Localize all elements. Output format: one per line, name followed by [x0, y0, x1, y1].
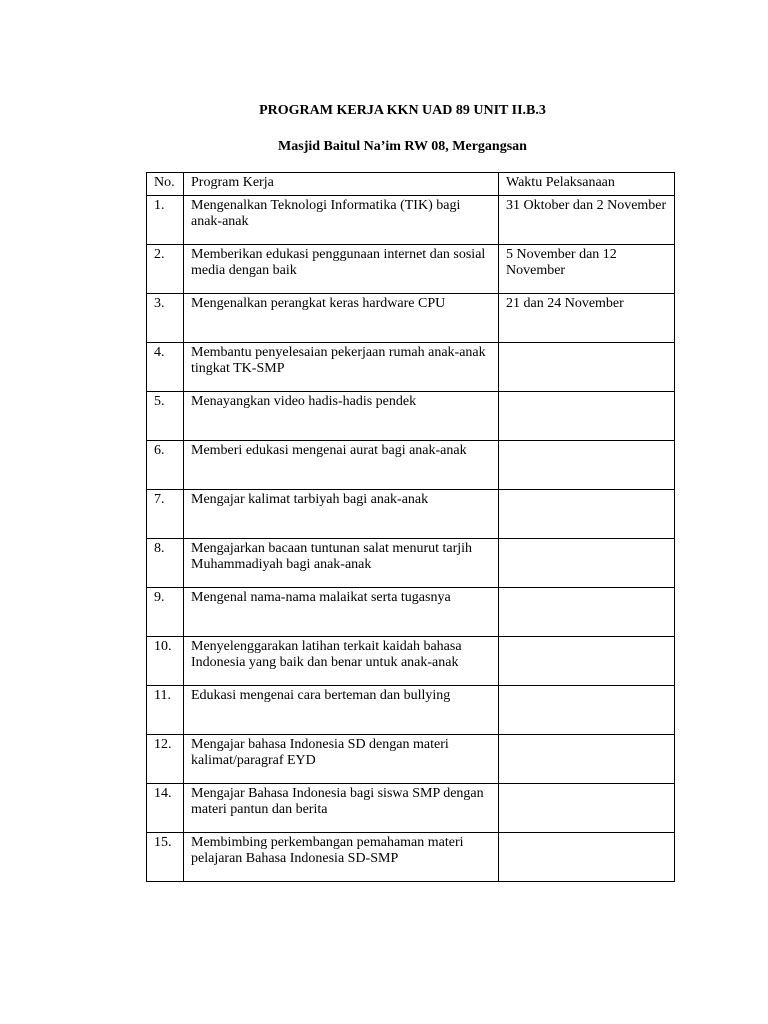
table-row — [147, 539, 675, 588]
row-no: 15. — [147, 833, 184, 882]
table-row — [147, 392, 675, 441]
row-no: 9. — [147, 588, 184, 637]
program-table — [146, 172, 675, 882]
row-time: 21 dan 24 November — [499, 294, 675, 343]
row-program: Menayangkan video hadis-hadis pendek — [184, 392, 499, 441]
table-row — [147, 294, 675, 343]
row-program: Mengajar Bahasa Indonesia bagi siswa SMP dengan materi pantun dan berita — [184, 784, 499, 833]
table-body — [147, 196, 675, 882]
row-time — [499, 441, 675, 490]
table-row — [147, 490, 675, 539]
row-program: Membimbing perkembangan pemahaman materi pelajaran Bahasa Indonesia SD-SMP — [184, 833, 499, 882]
header-no: No. — [147, 173, 184, 196]
row-no: 3. — [147, 294, 184, 343]
row-no: 6. — [147, 441, 184, 490]
row-time — [499, 539, 675, 588]
table-row — [147, 588, 675, 637]
table-row — [147, 735, 675, 784]
row-time — [499, 833, 675, 882]
document-subtitle: Masjid Baitul Na’im RW 08, Mergangsan — [278, 139, 527, 154]
row-time — [499, 637, 675, 686]
row-time: 5 November dan 12 November — [499, 245, 675, 294]
table-row — [147, 784, 675, 833]
row-no: 5. — [147, 392, 184, 441]
row-no: 7. — [147, 490, 184, 539]
row-time — [499, 343, 675, 392]
row-program: Menyelenggarakan latihan terkait kaidah bahasa Indonesia yang baik dan benar untuk anak-anak — [184, 637, 499, 686]
row-program: Mengajar kalimat tarbiyah bagi anak-anak — [184, 490, 499, 539]
row-time — [499, 735, 675, 784]
row-time — [499, 686, 675, 735]
row-no: 12. — [147, 735, 184, 784]
row-program: Mengenalkan perangkat keras hardware CPU — [184, 294, 499, 343]
row-no: 4. — [147, 343, 184, 392]
row-program: Mengenal nama-nama malaikat serta tugasnya — [184, 588, 499, 637]
row-time — [499, 392, 675, 441]
table-row — [147, 245, 675, 294]
row-program: Edukasi mengenai cara berteman dan bullying — [184, 686, 499, 735]
row-time — [499, 490, 675, 539]
table-row — [147, 441, 675, 490]
table-row — [147, 196, 675, 245]
header-program: Program Kerja — [184, 173, 499, 196]
table-row — [147, 833, 675, 882]
row-time: 31 Oktober dan 2 November — [499, 196, 675, 245]
table-header-row — [147, 173, 675, 196]
row-program: Mengajar bahasa Indonesia SD dengan materi kalimat/paragraf EYD — [184, 735, 499, 784]
table-row — [147, 637, 675, 686]
row-program: Memberikan edukasi penggunaan internet dan sosial media dengan baik — [184, 245, 499, 294]
row-program: Mengajarkan bacaan tuntunan salat menurut tarjih Muhammadiyah bagi anak-anak — [184, 539, 499, 588]
row-no: 14. — [147, 784, 184, 833]
row-program: Membantu penyelesaian pekerjaan rumah anak-anak tingkat TK-SMP — [184, 343, 499, 392]
row-no: 11. — [147, 686, 184, 735]
row-no: 10. — [147, 637, 184, 686]
row-no: 1. — [147, 196, 184, 245]
table-row — [147, 686, 675, 735]
row-program: Mengenalkan Teknologi Informatika (TIK) bagi anak-anak — [184, 196, 499, 245]
table-row — [147, 343, 675, 392]
document-title: PROGRAM KERJA KKN UAD 89 UNIT II.B.3 — [259, 103, 546, 118]
header-time: Waktu Pelaksanaan — [499, 173, 675, 196]
row-no: 2. — [147, 245, 184, 294]
row-program: Memberi edukasi mengenai aurat bagi anak-anak — [184, 441, 499, 490]
row-time — [499, 784, 675, 833]
row-time — [499, 588, 675, 637]
row-no: 8. — [147, 539, 184, 588]
